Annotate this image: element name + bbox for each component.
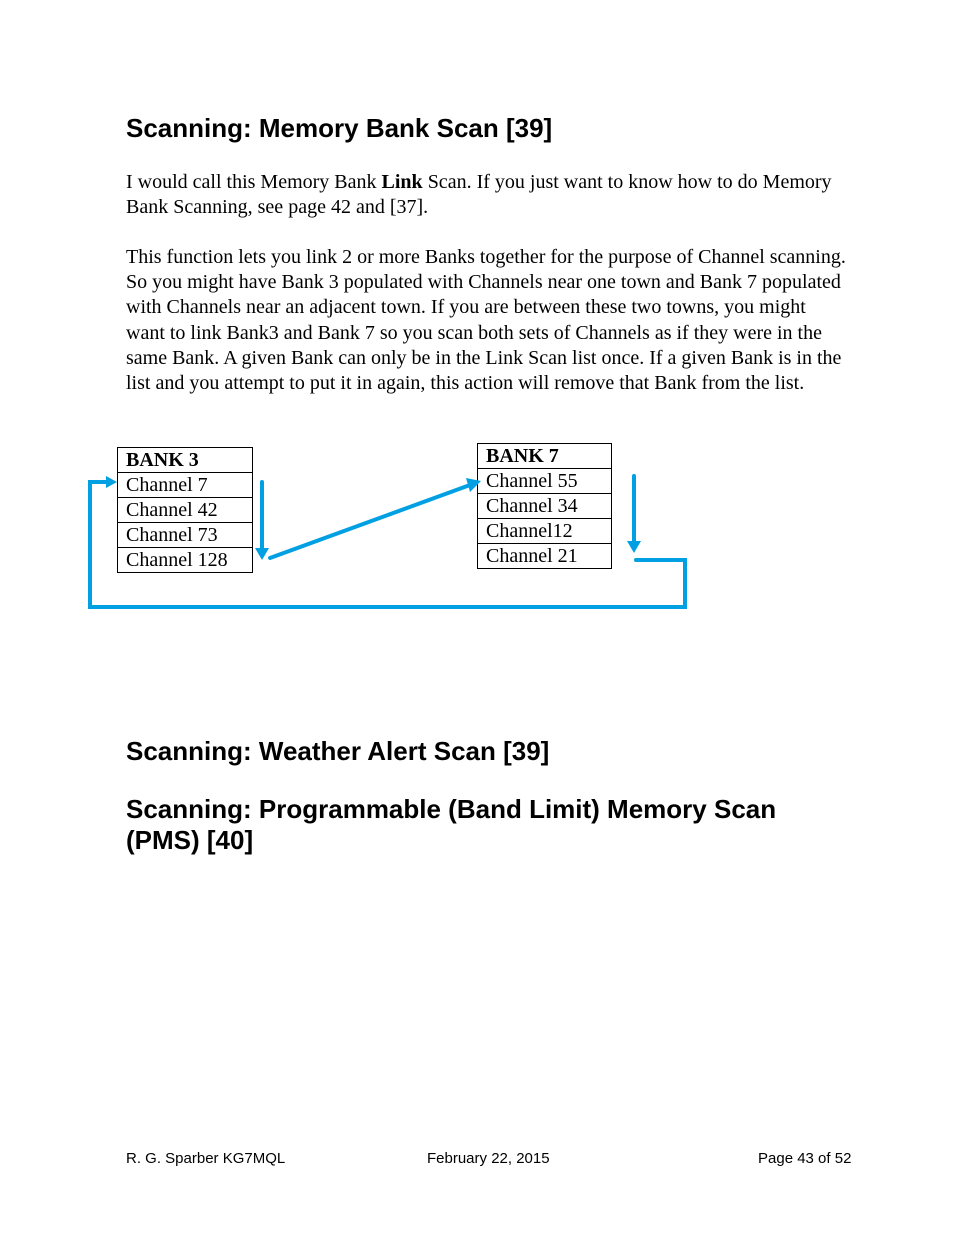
bank-7-channel: Channel 21 <box>478 544 612 569</box>
loop-back-arrow <box>90 482 685 607</box>
arrowhead <box>106 476 117 488</box>
bank-3-channel: Channel 42 <box>118 498 253 523</box>
bank-3-header: BANK 3 <box>118 448 253 473</box>
intro-text-end: Scan. If you just want to know how to do Memory Bank Scanning, see page 42 and [37]. <box>126 171 832 219</box>
bank-3-channel: Channel 128 <box>118 548 253 573</box>
bank-7-channel: Channel12 <box>478 519 612 544</box>
footer-date: February 22, 2015 <box>427 1150 550 1167</box>
section-title-pms: Scanning: Programmable (Band Limit) Memory Scan (PMS) [40] <box>126 794 777 855</box>
bank-3-channel: Channel 7 <box>118 473 253 498</box>
bank-7-channel: Channel 55 <box>478 469 612 494</box>
bank-3-to-bank-7-arrow <box>270 485 470 558</box>
bank-7-header: BANK 7 <box>478 444 612 469</box>
bank-3-channel: Channel 73 <box>118 523 253 548</box>
section-title-memory-bank-scan: Scanning: Memory Bank Scan [39] <box>126 113 553 143</box>
paragraph-description: This function lets you link 2 or more Banks together for the purpose of Channel scanning. So you might have Bank 3 populated with Channels near one town and Bank 7 populated with Channels near an adjacent town. If you are between these two towns, you might want to link Bank3 and Bank 7 so you scan both sets of Channels as if they were in the same Bank. A given Bank can only be in the Link Scan list once. If a given Bank is in the list and you attempt to put it in again, this action will remove that Bank from the list. <box>126 246 846 395</box>
intro-text-bold: Link <box>381 171 423 193</box>
intro-text-start: I would call this Memory Bank <box>126 171 382 193</box>
section-title-weather-alert-scan: Scanning: Weather Alert Scan [39] <box>126 736 550 766</box>
arrowhead <box>466 478 481 492</box>
footer-author: R. G. Sparber KG7MQL <box>126 1150 286 1167</box>
footer-page-number: Page 43 of 52 <box>758 1150 852 1167</box>
arrowhead <box>627 541 641 553</box>
arrowhead <box>255 548 269 560</box>
bank-7-channel: Channel 34 <box>478 494 612 519</box>
